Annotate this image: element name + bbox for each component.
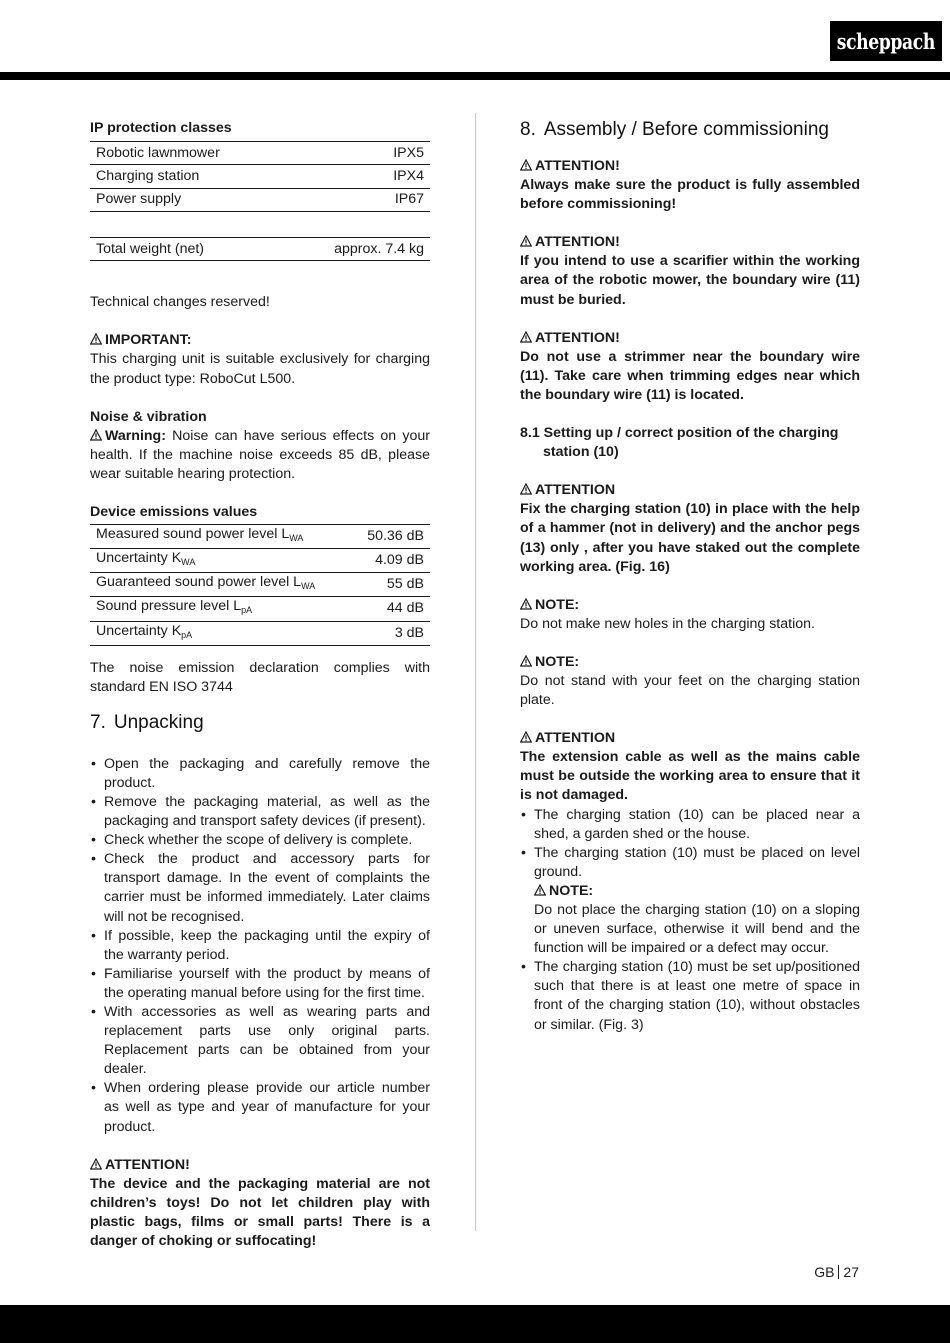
- table-row: [90, 188, 430, 211]
- warning-triangle-icon: [520, 731, 532, 743]
- noise-title: Noise & vibration: [90, 408, 207, 425]
- emission-value: 44 dB: [352, 597, 430, 621]
- list-item: • Check whether the scope of delivery is complete.: [90, 831, 430, 850]
- table-row: [90, 165, 430, 188]
- logo-text: scheppach: [836, 28, 936, 54]
- positioning-list: [520, 806, 860, 1035]
- attention-text: Do not use a strimmer near the boundary wire (11). Take care when trimming edges near which the boundary wire (11) is located.: [520, 348, 860, 403]
- scheppach-logo: [830, 21, 942, 61]
- emission-declaration: The noise emission declaration complies with standard EN ISO 3744: [90, 659, 430, 695]
- note-label: NOTE:: [535, 596, 580, 613]
- list-item: • The charging station (10) can be placed near a shed, a garden shed or the house.: [520, 806, 860, 844]
- list-item: [520, 844, 860, 959]
- emission-label: Guaranteed sound power level $L_{WA}$: [90, 573, 352, 597]
- warning-triangle-icon: [534, 884, 546, 896]
- attention-heading: [520, 157, 860, 176]
- attention-label: ATTENTION!: [535, 234, 620, 251]
- list-item: • When ordering please provide our article number as well as type and year of manufacture for your product.: [90, 1079, 430, 1136]
- weight-table: [90, 237, 430, 261]
- important-label: IMPORTANT:: [105, 332, 192, 349]
- warning-triangle-icon: [520, 655, 532, 667]
- section-title: Unpacking: [113, 711, 204, 733]
- section-number: 8.: [520, 119, 536, 140]
- table-row: [90, 549, 430, 573]
- emissions-title: Device emissions values: [90, 504, 258, 521]
- emission-value: 55 dB: [352, 573, 430, 597]
- emissions-table: [90, 524, 430, 645]
- attention-label: ATTENTION: [535, 482, 616, 499]
- weight-value: approx. 7.4 kg: [274, 237, 430, 260]
- attention-heading: [90, 1156, 430, 1175]
- attention-label: ATTENTION: [535, 730, 616, 747]
- noise-warning-text: Noise can have serious effects on your health. If the machine noise exceeds 85 dB, please wear suitable hearing protection.: [90, 427, 430, 482]
- important-heading: [90, 331, 430, 350]
- emission-value: 3 dB: [352, 621, 430, 645]
- ip-label: Charging station: [90, 165, 349, 188]
- ip-label: Robotic lawnmower: [90, 142, 349, 165]
- note-text: Do not stand with your feet on the charging station plate.: [520, 672, 860, 709]
- ip-value: IP67: [349, 188, 430, 211]
- attention-text: Always make sure the product is fully assembled before commissioning!: [520, 177, 860, 213]
- section-8-heading: [520, 118, 860, 142]
- noise-warning-label: Warning:: [105, 427, 166, 444]
- list-item: • If possible, keep the packaging until the expiry of the warranty period.: [90, 927, 430, 965]
- subsection-8-1-heading: [520, 424, 860, 462]
- attention-heading: [520, 481, 860, 500]
- note-heading: [520, 596, 860, 615]
- warning-triangle-icon: [520, 483, 532, 495]
- note-heading: [534, 882, 860, 901]
- table-row: [90, 597, 430, 621]
- warning-triangle-icon: [520, 331, 532, 343]
- emission-value: 4.09 dB: [352, 549, 430, 573]
- attention-label: ATTENTION!: [535, 329, 620, 346]
- note-label: NOTE:: [535, 653, 580, 670]
- list-item: • Familiarise yourself with the product by means of the operating manual before using for the first time.: [90, 965, 430, 1003]
- page-separator: [838, 1265, 839, 1279]
- emission-label: Uncertainty $K_{pA}$: [90, 621, 352, 645]
- ip-label: Power supply: [90, 188, 349, 211]
- section-number: 7.: [90, 711, 106, 733]
- warning-triangle-icon: [520, 235, 532, 247]
- attention-label: ATTENTION!: [105, 1156, 190, 1173]
- page-value: 27: [843, 1264, 859, 1280]
- table-row: [90, 621, 430, 645]
- note-text: Do not place the charging station (10) on a sloping or uneven surface, otherwise it will bend and the function will be impaired or a defect may occur.: [534, 902, 860, 957]
- tech-changes: Technical changes reserved!: [90, 294, 270, 311]
- warning-triangle-icon: [90, 429, 102, 441]
- emission-label: Sound pressure level $L_{pA}$: [90, 597, 352, 621]
- table-row: [90, 525, 430, 549]
- unpacking-list: [90, 755, 430, 1137]
- warning-triangle-icon: [520, 159, 532, 171]
- ip-value: IPX4: [349, 165, 430, 188]
- subsection-title-line1: 8.1 Setting up / correct position of the charging: [520, 425, 839, 442]
- attention-text: Fix the charging station (10) in place with the help of a hammer (not in delivery) and the anchor pegs (13) only , after you have staked out the complete working area. (Fig. 16): [520, 501, 860, 575]
- attention-text: The extension cable as well as the mains cable must be outside the working area to ensure that it is not damaged.: [520, 749, 860, 804]
- header-bar: [0, 72, 950, 80]
- attention-label: ATTENTION!: [535, 158, 620, 174]
- language-code: GB: [814, 1264, 835, 1280]
- section-title: Assembly / Before commissioning: [543, 119, 829, 140]
- note-label: NOTE:: [549, 882, 594, 899]
- ip-value: IPX5: [349, 142, 430, 165]
- attention-text: The device and the packaging material are not children’s toys! Do not let children play with plastic bags, films or small parts! There is a danger of choking or suffocating!: [90, 1175, 430, 1250]
- note-heading: [520, 653, 860, 672]
- footer-bar: [0, 1305, 950, 1343]
- list-item: • Open the packaging and carefully remove the product.: [90, 755, 430, 793]
- important-text: This charging unit is suitable exclusively for charging the product type: RoboCut L500.: [90, 351, 430, 387]
- section-7-heading: [90, 711, 430, 735]
- attention-text: If you intend to use a scarifier within the working area of the robotic mower, the boundary wire (11) must be buried.: [520, 253, 860, 308]
- list-item: • Remove the packaging material, as well as the packaging and transport safety devices (if present).: [90, 793, 430, 831]
- subsection-title-line2: station (10): [543, 444, 619, 461]
- right-column: [520, 118, 860, 1035]
- left-column: [90, 119, 430, 1251]
- emission-label: Measured sound power level $L_{WA}$: [90, 525, 352, 549]
- attention-heading: [520, 233, 860, 252]
- table-row: [90, 237, 430, 260]
- weight-label: Total weight (net): [90, 237, 274, 260]
- note-text: Do not make new holes in the charging station.: [520, 615, 815, 632]
- list-item: • The charging station (10) must be set up/positioned such that there is at least one metre of space in front of the charging station (10), without obstacles or similar. (Fig. 3): [520, 958, 860, 1034]
- emission-value: 50.36 dB: [352, 525, 430, 549]
- ip-title: IP protection classes: [90, 120, 232, 136]
- list-item-text: • The charging station (10) must be placed on level ground.: [534, 844, 860, 880]
- table-row: [90, 142, 430, 165]
- attention-heading: [520, 329, 860, 348]
- table-row: [90, 573, 430, 597]
- column-divider: [475, 113, 476, 1231]
- warning-triangle-icon: [520, 598, 532, 610]
- ip-table: [90, 141, 430, 212]
- list-item: • Check the product and accessory parts for transport damage. In the event of complaints the carrier must be informed immediately. Later claims will not be recognised.: [90, 850, 430, 926]
- attention-heading: [520, 729, 860, 748]
- warning-triangle-icon: [90, 333, 102, 345]
- list-item: • With accessories as well as wearing parts and replacement parts use only original parts. Replacement parts can be obtained from your dealer.: [90, 1003, 430, 1079]
- noise-warning: [90, 427, 430, 484]
- emission-label: Uncertainty $K_{WA}$: [90, 549, 352, 573]
- warning-triangle-icon: [90, 1158, 102, 1170]
- page-number: [800, 1264, 859, 1280]
